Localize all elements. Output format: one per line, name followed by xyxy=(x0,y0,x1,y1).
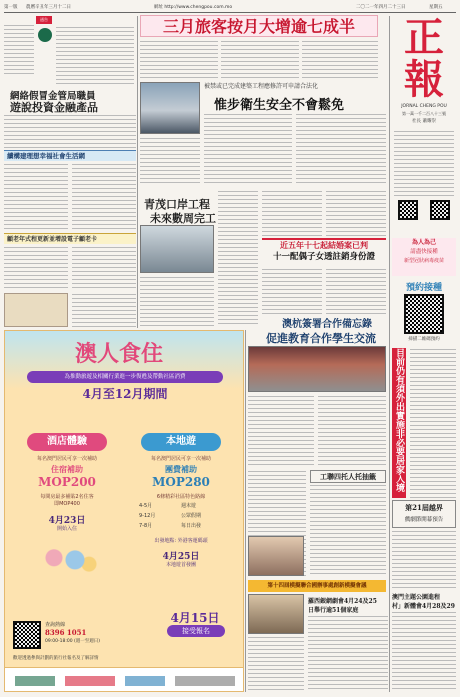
hotel-desc: 每名澳門居民可享一次補助 xyxy=(36,456,97,462)
ad-period: 4月至12月期間 xyxy=(82,387,168,401)
left-ad-subtitle: 遊說投資金融產品 xyxy=(10,101,98,114)
hotel-note2: 即MOP400 xyxy=(54,501,80,507)
paper-name-2: 報 xyxy=(404,56,444,103)
signup-label[interactable]: 接受報名 xyxy=(167,625,225,637)
bottom-strip-headline: 第十四屆模擬聯合國辦事處創新模擬會議 xyxy=(267,583,367,589)
ad-qr-code[interactable] xyxy=(13,621,41,649)
hotel-panel xyxy=(13,433,121,583)
hotline-label: 查詢熱線 xyxy=(45,622,66,628)
route-r4: 週末遊 xyxy=(181,503,197,509)
website-url[interactable]: 網址 http://www.chengpou.com.mo xyxy=(154,5,233,10)
column-rule xyxy=(245,330,246,692)
bottom-right-title4: 村」新體會4月28及29 xyxy=(392,603,455,610)
vaccine-line2: 請盡快接種 xyxy=(410,249,438,255)
hotel-date-sub: 開始入住 xyxy=(56,526,77,532)
weekday: 星期五 xyxy=(429,5,443,10)
date-gregorian: 二〇二一年四月二十三日 xyxy=(356,5,406,10)
health-story-headline: 惟步衛生安全不會鬆免 xyxy=(214,98,345,113)
right-vertical-headline-box xyxy=(392,348,406,498)
local-date-sub: 本地遊首發團 xyxy=(165,562,196,568)
hotel-sub-title: 住宿補助 xyxy=(51,464,83,474)
ad-sponsor-logos xyxy=(5,667,244,692)
vaccine-line1: 為人為己 xyxy=(411,239,436,246)
bottom-right-title1: 羅西銀網劇會4月24及25 xyxy=(308,598,377,605)
signup-date: 4月15日 xyxy=(170,611,220,625)
pier-story-headline-2: 未來數周完工 xyxy=(150,212,216,225)
local-panel xyxy=(125,433,237,583)
right-vertical-headline: 目前仍有須外出實施非必要居家入境 xyxy=(394,348,404,492)
ad-footer-text: 歡迎透過參與計劃的旅行社報名及了解詳情 xyxy=(13,656,99,661)
signing-photo xyxy=(248,346,386,392)
paper-qr-1[interactable] xyxy=(398,200,418,220)
hotel-amount: MOP200 xyxy=(38,475,96,489)
local-routes: 6條精彩社區特色路線 xyxy=(156,494,206,500)
date-lunar: 農曆辛丑年三月十二日 xyxy=(26,5,71,10)
amcm-logo xyxy=(38,28,52,42)
route-r6: 每日出發 xyxy=(181,523,202,529)
bottom-photo xyxy=(248,536,304,576)
route-r3: 7-8月 xyxy=(139,523,153,529)
lead-story-header xyxy=(140,15,378,37)
left-story-2-headline: 續構建理想幸福社會生活網 xyxy=(7,152,85,160)
pier-photo xyxy=(140,225,214,273)
marriage-story-box xyxy=(262,238,386,266)
top-left-notice xyxy=(4,16,136,86)
people-illustration xyxy=(33,541,103,583)
bottom-right-title3: 澳門主題公園進程 xyxy=(392,594,441,601)
column-rule xyxy=(137,16,138,328)
ad-banner xyxy=(27,371,223,383)
route-r2: 9-12月 xyxy=(139,513,156,519)
paper-qr-2[interactable] xyxy=(430,200,450,220)
lead-story-headline: 三月旅客按月大增逾七成半 xyxy=(162,17,355,36)
vaccine-qr-caption: 掃描二維碼預約 xyxy=(408,337,440,342)
vaccine-qr-title: 預約接種 xyxy=(405,283,442,293)
hotel-title: 酒店體驗 xyxy=(27,433,107,451)
local-depart: 出發地點: 外港客運碼頭 xyxy=(154,538,208,544)
left-ad-title: 網絡假冒金管局職員 xyxy=(10,91,96,102)
local-desc: 每名澳門居民可享一次補助 xyxy=(150,456,211,462)
left-story-2-header xyxy=(4,150,136,161)
paper-name-1: 正 xyxy=(404,14,444,61)
bottom-strip-photo xyxy=(248,594,304,634)
left-story-3-headline: 顧老年式程更新並增設電子顧老卡 xyxy=(7,236,98,243)
route-r5: 公眾假期 xyxy=(181,513,202,519)
edu-story-headline: 促進教育合作學生交流 xyxy=(266,332,376,345)
bottom-story-headline: 工聯四托人托抽籤 xyxy=(310,470,386,483)
left-story-3-header xyxy=(4,233,136,244)
route-r1: 4-5月 xyxy=(139,503,153,509)
vaccine-qr-code[interactable] xyxy=(404,294,444,334)
health-story-kicker: 被禁或已完成建築工程應修許可申請合法化 xyxy=(204,83,319,90)
ad-brand: 澳人食住 xyxy=(74,341,163,367)
official-photo xyxy=(140,82,200,134)
ad-banner-text: 為推動旅遊及相關行業進一步復甦及帶動社區消費 xyxy=(64,374,186,380)
issue-info: 第一萬一千二百八十三號 xyxy=(402,111,446,116)
vaccine-line3: 新型冠狀病毒疫苗 xyxy=(403,258,444,264)
hotline-number[interactable]: 8396 1051 xyxy=(45,628,87,637)
notice-badge: 通告 xyxy=(36,16,52,24)
local-date: 4月25日 xyxy=(162,552,200,562)
elder-card-image xyxy=(4,293,68,327)
column-rule xyxy=(389,16,390,692)
tourism-ad[interactable] xyxy=(4,330,244,692)
right-box-title: 第21屆越界 xyxy=(405,503,443,512)
paper-logo xyxy=(392,16,456,126)
edu-story-kicker: 澳杭簽署合作備忘錄 xyxy=(262,315,392,330)
page-label: 第一版 xyxy=(4,5,18,10)
local-amount: MOP280 xyxy=(152,475,210,489)
route-grid xyxy=(135,501,227,531)
masthead-strip xyxy=(4,3,456,13)
paper-romanized: JORNAL CHENG POU xyxy=(401,104,447,109)
right-box xyxy=(392,500,456,528)
marriage-story-headline: 十一配偶子女透註銷身份證 xyxy=(272,252,375,262)
pier-story-headline-1: 青茂口岸工程 xyxy=(144,198,210,211)
local-sub-title: 團費補助 xyxy=(165,464,197,474)
marriage-story-kicker: 近五年十七起結婚案已判 xyxy=(280,240,368,250)
bottom-strip xyxy=(248,580,386,592)
right-box-sub: 戲劇節開幕預告 xyxy=(404,517,444,523)
hotel-date: 4月23日 xyxy=(48,516,86,526)
vaccine-promo xyxy=(392,238,456,276)
bottom-right-title2: 日舉行逾51個家庭 xyxy=(308,607,359,614)
local-title: 本地遊 xyxy=(141,433,221,451)
hotel-note: 每間房最多補貼2名住客 xyxy=(40,494,94,500)
publisher-line: 社長 蕭耀崇 xyxy=(412,119,436,124)
hotline-hours: 09:00-18:00 (週一至週日) xyxy=(45,639,101,644)
